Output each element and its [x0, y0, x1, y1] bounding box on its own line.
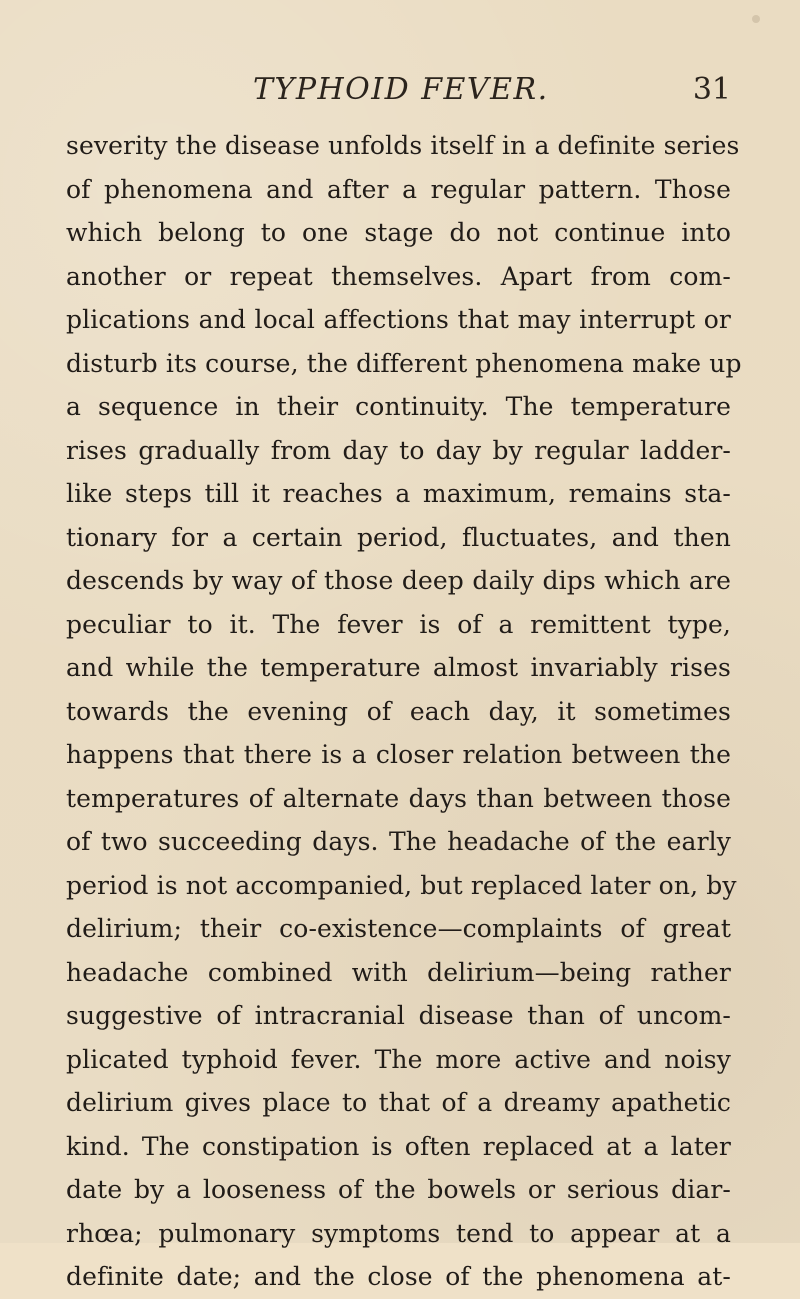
text-line: severity the disease unfolds itself in a definite series [66, 131, 740, 160]
running-head: TYPHOID FEVER. [253, 72, 549, 107]
text-line: delirium; their co-existence—complaints of great [66, 914, 731, 943]
text-line: tionary for a certain period, fluctuates, and then [66, 522, 731, 552]
text-line: suggestive of intracranial disease than of uncom- [66, 1001, 731, 1030]
paper-speck [603, 1182, 606, 1185]
text-line: towards the evening of each day, it sometimes [66, 696, 731, 726]
text-line: and while the temperature almost invariably rises [66, 653, 731, 682]
text-line: delirium gives place to that of a dreamy apathetic [66, 1088, 731, 1117]
text-line: rises gradually from day to day by regular ladder- [66, 435, 731, 465]
text-line: definite date; and the close of the phenomena at- [66, 1262, 731, 1291]
text-line: another or repeat themselves. Apart from com- [66, 261, 731, 291]
text-line: kind. The constipation is often replaced at a later [66, 1131, 731, 1161]
text-line: descends by way of those deep daily dips which are [66, 566, 731, 595]
text-line: peculiar to it. The fever is of a remittent type, [66, 609, 731, 639]
text-line: plicated typhoid fever. The more active and noisy [66, 1044, 731, 1074]
text-line: period is not accompanied, but replaced later on, by [66, 870, 737, 900]
page-number: 31 [692, 72, 731, 107]
text-line: of two succeeding days. The headache of the early [66, 827, 731, 856]
text-line: like steps till it reaches a maximum, remains sta- [66, 479, 731, 508]
text-line: of phenomena and after a regular pattern. Those [66, 174, 731, 204]
text-line: headache combined with delirium—being rather [66, 957, 731, 987]
text-line: disturb its course, the different phenomena make up [66, 348, 742, 378]
text-line: date by a looseness of the bowels or serious diar- [66, 1175, 731, 1204]
text-line: a sequence in their continuity. The temperature [66, 392, 731, 421]
text-line: which belong to one stage do not continue into [66, 218, 731, 247]
body-text [66, 124, 742, 1299]
page-header [66, 72, 731, 112]
text-line: happens that there is a closer relation between the [66, 740, 731, 769]
text-line: plications and local affections that may interrupt or [66, 305, 731, 334]
paper-speck [752, 15, 760, 23]
text-line: rhœa; pulmonary symptoms tend to appear at a [66, 1218, 731, 1248]
text-line: temperatures of alternate days than between those [66, 783, 731, 813]
